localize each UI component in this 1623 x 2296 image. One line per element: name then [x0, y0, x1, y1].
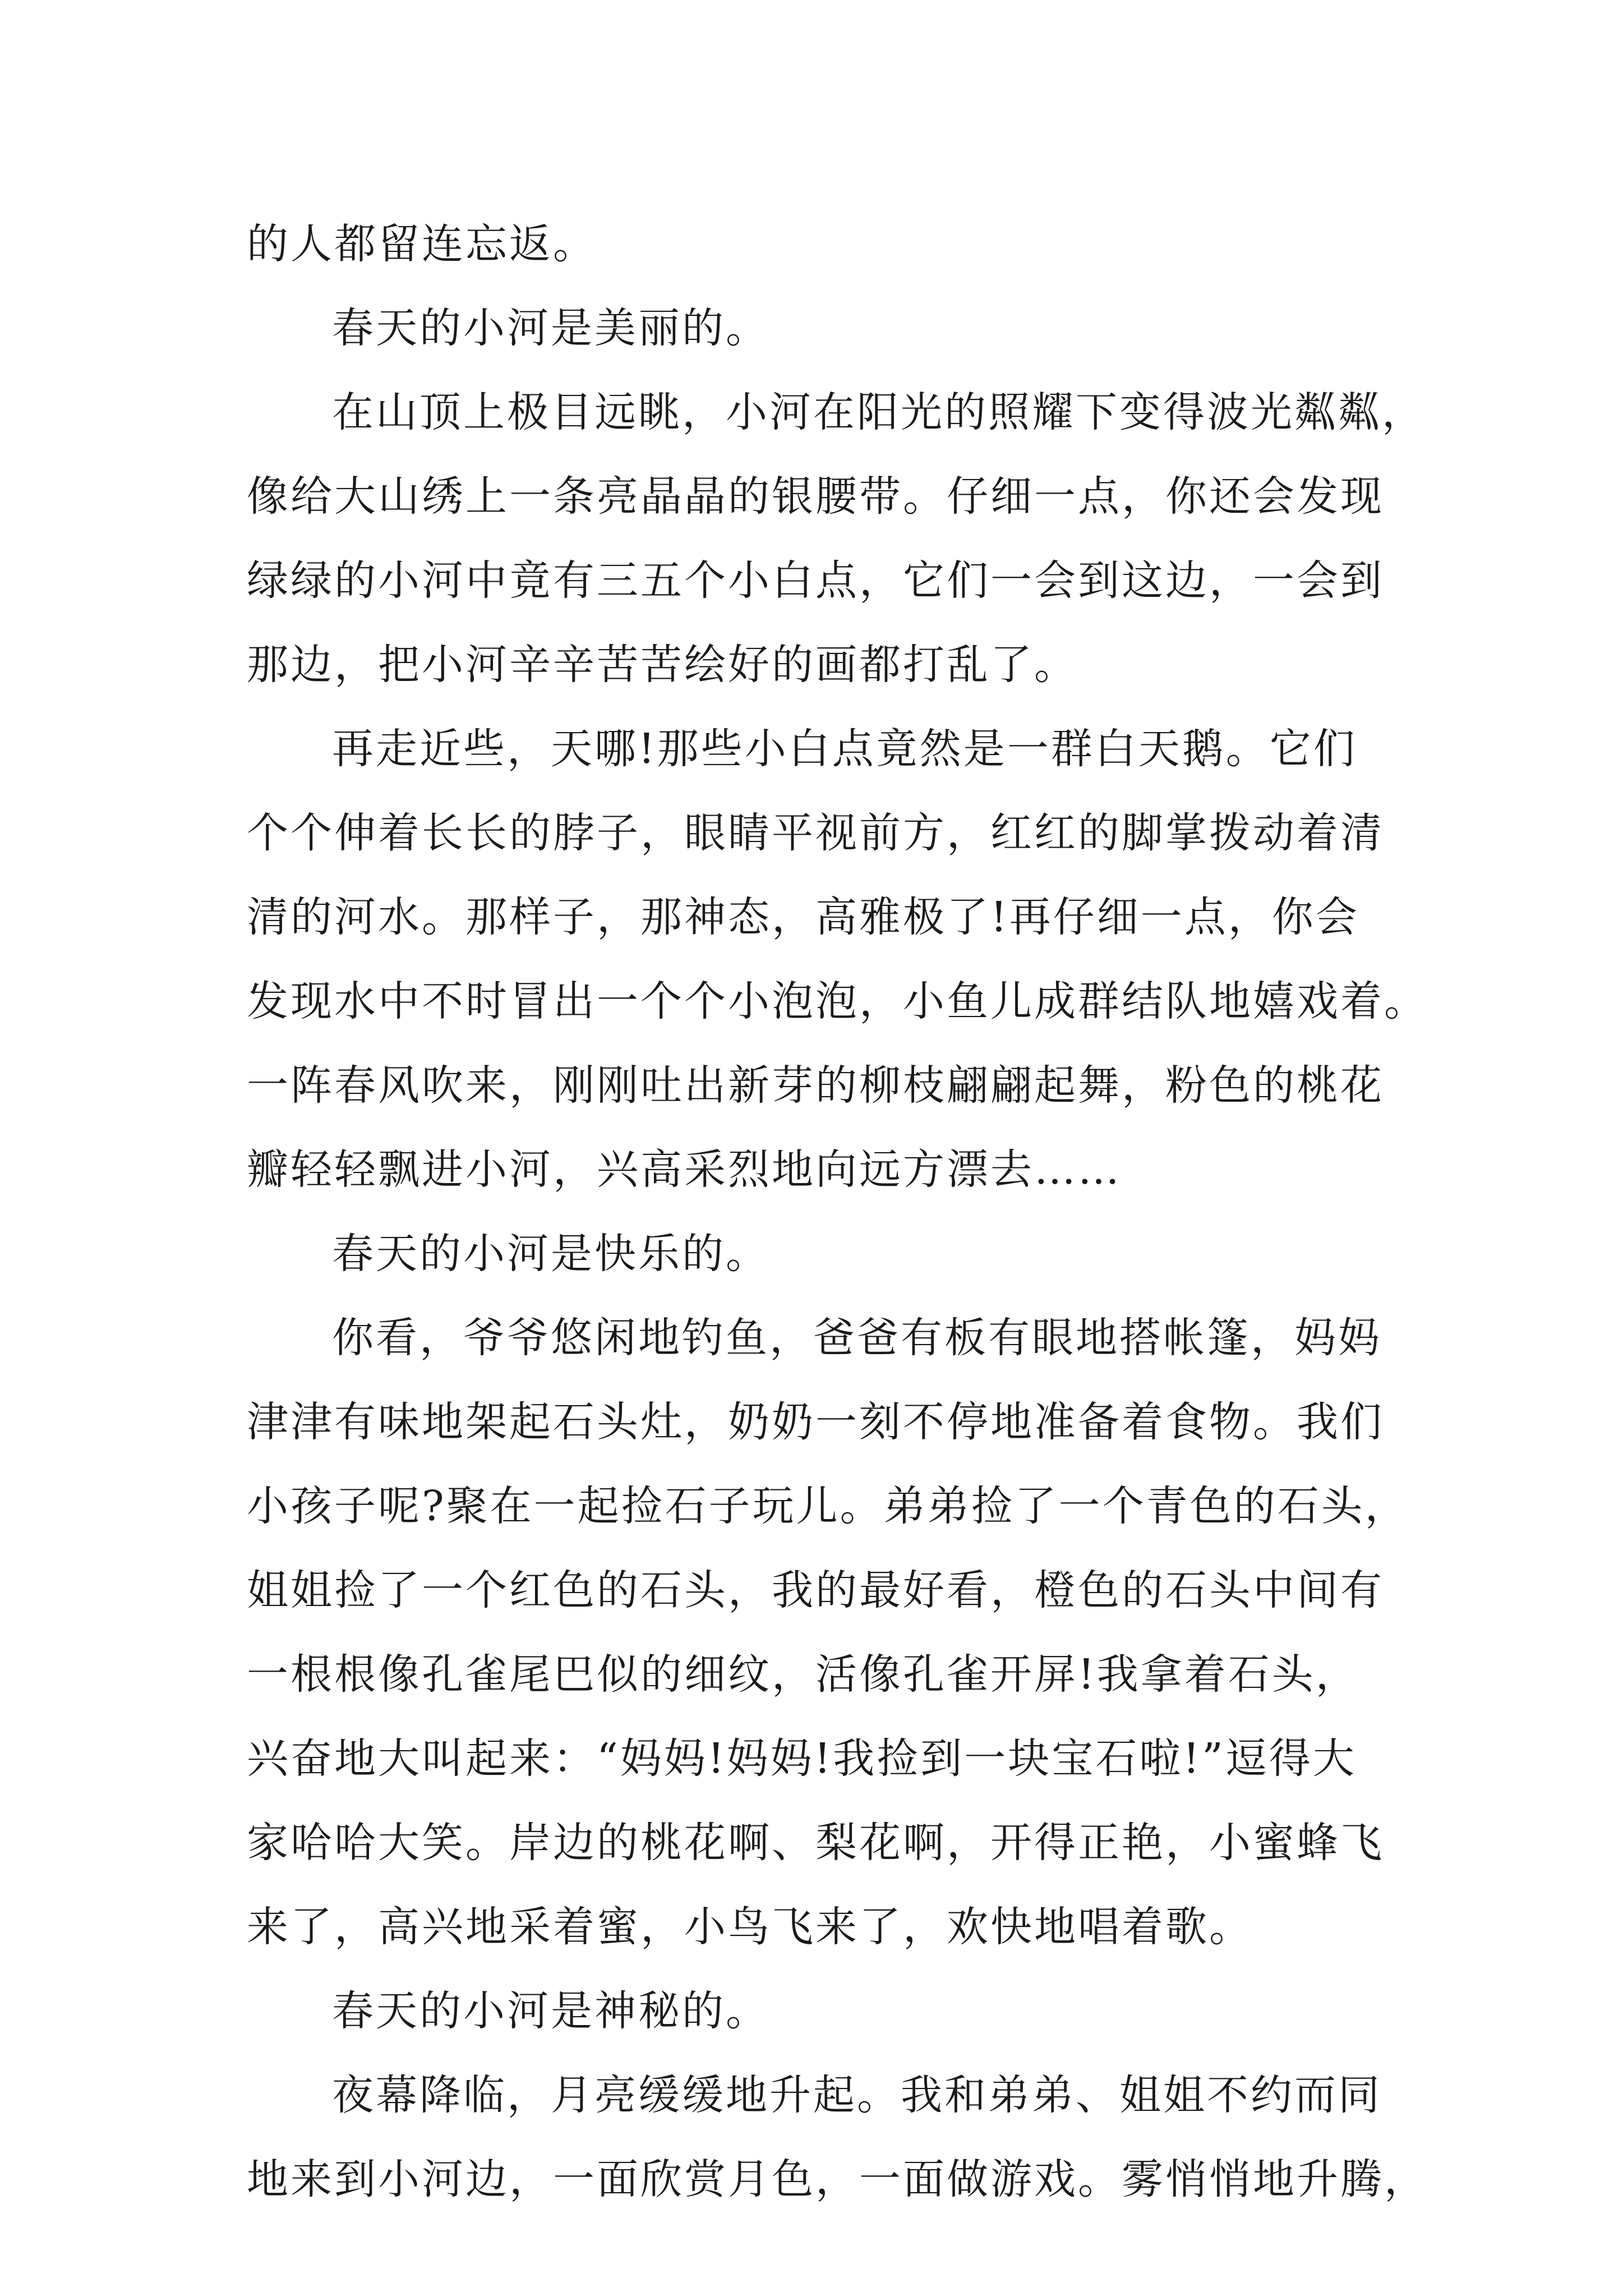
text-line: 家哈哈大笑。岸边的桃花啊、梨花啊，开得正艳，小蜜蜂飞	[247, 1819, 1384, 1867]
text-line: 在山顶上极目远眺，小河在阳光的照耀下变得波光粼粼，	[332, 388, 1426, 436]
text-line: 夜幕降临，月亮缓缓地升起。我和弟弟、姐姐不约而同	[332, 2071, 1382, 2119]
text-line: 个个伸着长长的脖子，眼睛平视前方，红红的脚掌拨动着清	[247, 809, 1384, 857]
text-line: 一根根像孔雀尾巴似的细纹，活像孔雀开屏!我拿着石头，	[247, 1650, 1359, 1699]
text-line: 像给大山绣上一条亮晶晶的银腰带。仔细一点，你还会发现	[247, 472, 1384, 521]
text-line: 再走近些，天哪!那些小白点竟然是一群白天鹅。它们	[332, 725, 1357, 773]
text-line: 瓣轻轻飘进小河，兴高采烈地向远方漂去……	[247, 1145, 1122, 1194]
paragraph-heading: 春天的小河是美丽的。	[332, 304, 769, 352]
text-line: 发现水中不时冒出一个个小泡泡，小鱼儿成群结队地嬉戏着。	[247, 977, 1428, 1025]
text-line: 小孩子呢?聚在一起捡石子玩儿。弟弟捡了一个青色的石头，	[247, 1482, 1409, 1530]
text-line: 来了，高兴地采着蜜，小鸟飞来了，欢快地唱着歌。	[247, 1903, 1253, 1951]
paragraph-heading: 春天的小河是快乐的。	[332, 1230, 769, 1278]
text-line: 的人都留连忘返。	[247, 220, 597, 268]
text-line: 那边，把小河辛辛苦苦绘好的画都打乱了。	[247, 641, 1078, 689]
text-line: 一阵春风吹来，刚刚吐出新芽的柳枝翩翩起舞，粉色的桃花	[247, 1061, 1384, 1110]
article-body	[247, 202, 1436, 2221]
text-line: 姐姐捡了一个红色的石头，我的最好看，橙色的石头中间有	[247, 1566, 1384, 1614]
text-line: 津津有味地架起石头灶，奶奶一刻不停地准备着食物。我们	[247, 1398, 1384, 1446]
text-line: 清的河水。那样子，那神态，高雅极了!再仔细一点，你会	[247, 893, 1359, 941]
text-line: 绿绿的小河中竟有三五个小白点，它们一会到这边，一会到	[247, 556, 1384, 605]
text-line: 你看，爷爷悠闲地钓鱼，爸爸有板有眼地搭帐篷，妈妈	[332, 1314, 1382, 1362]
text-line: 兴奋地大叫起来：“妈妈!妈妈!我捡到一块宝石啦!”逗得大	[247, 1734, 1357, 1783]
paragraph-heading: 春天的小河是神秘的。	[332, 1987, 769, 2035]
text-line: 地来到小河边，一面欣赏月色，一面做游戏。雾悄悄地升腾，	[247, 2155, 1428, 2203]
